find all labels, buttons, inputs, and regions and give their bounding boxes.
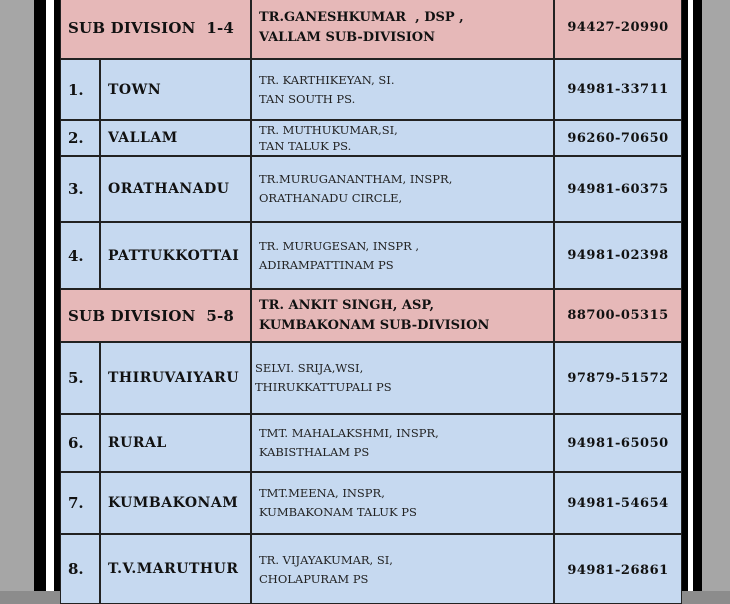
officer-cell [251, 59, 554, 120]
officer-cell [251, 414, 554, 472]
station-cell [100, 120, 251, 156]
officer-cell [251, 534, 554, 604]
officer-station: TAN SOUTH PS. [259, 91, 356, 106]
phone-number: 94427-20990 [567, 20, 669, 35]
serial-cell [60, 342, 100, 414]
officer-office: VALLAM SUB-DIVISION [259, 29, 435, 45]
station-cell [100, 342, 251, 414]
subdivision-label: SUB DIVISION 1-4 [68, 18, 235, 37]
station-row [60, 414, 682, 472]
officer-name: TR. ANKIT SINGH, ASP, [259, 297, 434, 313]
phone-cell [554, 222, 682, 289]
phone-number: 96260-70650 [567, 130, 669, 146]
station-name: PATTUKKOTTAI [108, 247, 240, 264]
phone-number: 88700-05315 [567, 308, 669, 323]
serial-number: 2. [68, 129, 84, 147]
phone-number: 94981-65050 [567, 435, 669, 451]
station-row [60, 120, 682, 156]
station-row [60, 156, 682, 222]
serial-number: 8. [68, 560, 84, 578]
station-row [60, 342, 682, 414]
phone-cell [554, 472, 682, 534]
subdivision-row [60, 289, 682, 342]
officer-cell [251, 222, 554, 289]
station-cell [100, 472, 251, 534]
officer-office: KUMBAKONAM SUB-DIVISION [259, 317, 490, 333]
serial-cell [60, 59, 100, 120]
officer-name: TR. MURUGESAN, INSPR , [259, 238, 420, 253]
phone-number: 94981-60375 [567, 181, 669, 197]
officer-name: TR.GANESHKUMAR , DSP , [259, 9, 464, 25]
officer-name: TR.MURUGANANTHAM, INSPR, [259, 172, 453, 186]
officer-station: KABISTHALAM PS [259, 445, 370, 459]
officer-name: SELVI. SRIJA,WSI, [255, 361, 364, 375]
subdivision-row [60, 0, 682, 59]
station-name: ORATHANADU [108, 181, 230, 197]
phone-number: 94981-54654 [567, 495, 669, 511]
officer-station: ORATHANADU CIRCLE, [259, 191, 403, 205]
phone-cell [554, 342, 682, 414]
serial-number: 5. [68, 369, 84, 387]
station-cell [100, 414, 251, 472]
officer-name: TMT.MEENA, INSPR, [259, 486, 385, 500]
serial-cell [60, 472, 100, 534]
station-name: TOWN [108, 81, 162, 98]
officer-cell [251, 342, 554, 414]
officer-station: KUMBAKONAM TALUK PS [259, 505, 417, 519]
phone-cell [554, 156, 682, 222]
station-name: T.V.MARUTHUR [108, 561, 239, 577]
serial-cell [60, 120, 100, 156]
phone-cell [554, 289, 682, 342]
right-black-border [693, 0, 702, 591]
left-black-border [34, 0, 46, 591]
station-row [60, 534, 682, 604]
officer-station: CHOLAPURAM PS [259, 572, 369, 586]
officer-station: THIRUKKATTUPALI PS [255, 380, 392, 394]
left-gray-margin [0, 0, 34, 591]
station-cell [100, 59, 251, 120]
officer-name: TR. MUTHUKUMAR,SI, [259, 123, 398, 137]
serial-number: 3. [68, 180, 84, 198]
serial-number: 1. [68, 80, 84, 99]
officer-station: ADIRAMPATTINAM PS [259, 257, 394, 272]
subdivision-label: SUB DIVISION 5-8 [68, 306, 235, 325]
officer-name: TR. VIJAYAKUMAR, SI, [259, 553, 393, 567]
serial-cell [60, 222, 100, 289]
station-cell [100, 222, 251, 289]
officer-cell [251, 289, 554, 342]
officer-name: TMT. MAHALAKSHMI, INSPR, [259, 426, 439, 440]
officer-station: TAN TALUK PS. [259, 139, 352, 153]
right-gray-margin [702, 0, 730, 591]
station-name: KUMBAKONAM [108, 495, 239, 511]
station-row [60, 222, 682, 289]
officer-cell [251, 472, 554, 534]
phone-cell [554, 120, 682, 156]
phone-cell [554, 0, 682, 59]
station-row [60, 59, 682, 120]
serial-cell [60, 156, 100, 222]
station-row [60, 472, 682, 534]
officer-name: TR. KARTHIKEYAN, SI. [259, 72, 395, 87]
phone-number: 94981-26861 [567, 563, 669, 578]
serial-cell [60, 414, 100, 472]
serial-number: 7. [68, 494, 84, 512]
serial-number: 6. [68, 434, 84, 452]
subdivision-label-cell [60, 289, 251, 342]
phone-cell [554, 534, 682, 604]
station-cell [100, 156, 251, 222]
phone-number: 94981-02398 [567, 248, 669, 263]
officer-cell [251, 120, 554, 156]
left-white-stripe [46, 0, 54, 591]
station-name: THIRUVAIYARU [108, 370, 240, 386]
police-contact-table [60, 0, 682, 591]
phone-number: 97879-51572 [567, 370, 669, 386]
serial-number: 4. [68, 246, 84, 265]
phone-cell [554, 59, 682, 120]
serial-cell [60, 534, 100, 604]
station-cell [100, 534, 251, 604]
officer-cell [251, 0, 554, 59]
station-name: VALLAM [108, 130, 178, 146]
officer-cell [251, 156, 554, 222]
station-name: RURAL [108, 435, 167, 451]
subdivision-label-cell [60, 0, 251, 59]
phone-cell [554, 414, 682, 472]
phone-number: 94981-33711 [567, 82, 669, 97]
